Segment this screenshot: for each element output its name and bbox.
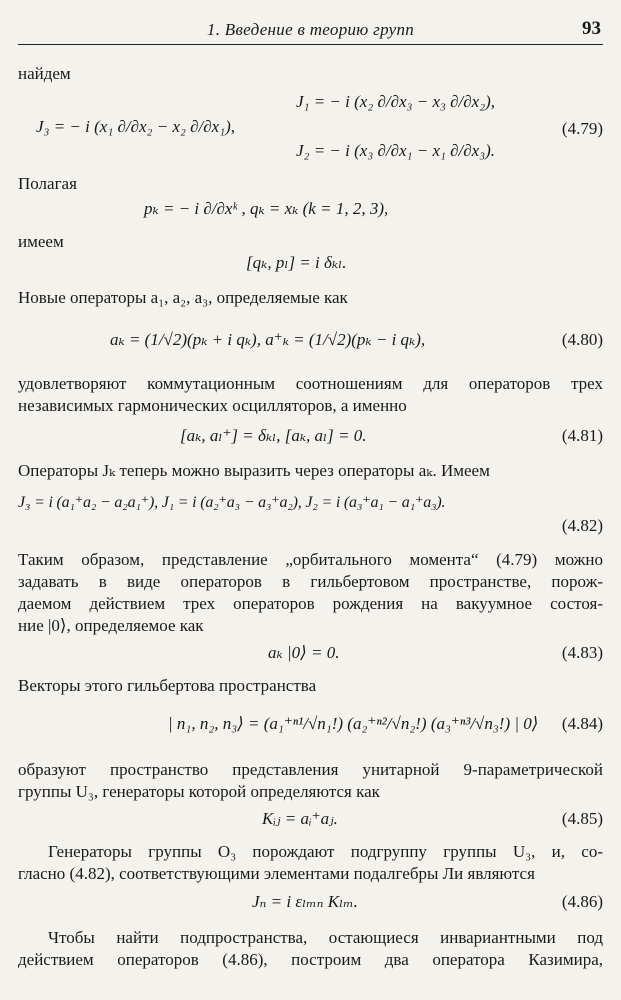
paragraph-polagaya: Полагая <box>18 174 77 193</box>
equation-number-4-85: (4.85) <box>561 809 603 828</box>
paragraph-thus-line1: Таким образом, представление „орбитального момента“ (4.79) можно <box>18 550 603 569</box>
formula-commutators-a: [aₖ, aₗ⁺] = δₖₗ, [aₖ, aₗ] = 0. <box>180 426 367 445</box>
paragraph-generators-line2: гласно (4.82), соответствующими элементами подалгебры Ли являются <box>18 864 535 883</box>
formula-j-via-k: Jₙ = i εₗₘₙ Kₗₘ. <box>252 892 358 911</box>
formula-j-via-a: J₃ = i (a₁⁺a₂ − a₂a₁⁺), J₁ = i (a₂⁺a₃ − a₃⁺a₂), J₂ = i (a₃⁺a₁ − a₁⁺a₃). <box>18 494 446 511</box>
paragraph-form-line1: образуют пространство представления унитарной 9-параметрической <box>18 760 603 779</box>
formula-fock-states: | n₁, n₂, n₃⟩ = (a₁⁺ⁿ¹/√n₁!) (a₂⁺ⁿ²/√n₂!) (a₃⁺ⁿ³/√n₃!) | 0⟩ <box>168 714 539 733</box>
equation-number-4-81: (4.81) <box>561 426 603 445</box>
paragraph-thus-line2: задавать в виде операторов в гильбертовом пространстве, порож- <box>18 572 603 591</box>
paragraph-generators-line1: Генераторы группы O₃ порождают подгруппу группы U₃, и, со- <box>48 842 603 861</box>
running-header <box>18 14 603 45</box>
formula-j3: J₃ = − i (x₁ ∂/∂x₂ − x₂ ∂/∂x₁), <box>36 117 236 136</box>
paragraph-form-line2: группы U₃, генераторы которой определяются как <box>18 782 380 801</box>
equation-number-4-86: (4.86) <box>561 892 603 911</box>
formula-generators-k: Kᵢⱼ = aᵢ⁺aⱼ. <box>262 809 338 828</box>
formula-j1: J₁ = − i (x₂ ∂/∂x₃ − x₃ ∂/∂x₂), <box>296 92 496 111</box>
paragraph-vectors: Векторы этого гильбертова пространства <box>18 676 317 695</box>
formula-j2: J₂ = − i (x₃ ∂/∂x₁ − x₁ ∂/∂x₃). <box>296 141 496 160</box>
paragraph-naydem: найдем <box>18 64 71 83</box>
formula-commutator-qp: [qₖ, pₗ] = i δₖₗ. <box>246 253 347 272</box>
paragraph-casimir-line1: Чтобы найти подпространства, остающиеся инвариантными под <box>48 928 603 947</box>
page-number: 93 <box>582 18 601 39</box>
paragraph-imeem: имеем <box>18 232 64 251</box>
paragraph-casimir-line2: действием операторов (4.86), построим два оператора Казимира, <box>18 950 603 969</box>
paragraph-thus-line3: даемом действием трех операторов рождения на вакуумное состоя- <box>18 594 603 613</box>
formula-pq: pₖ = − i ∂/∂xᵏ , qₖ = xₖ (k = 1, 2, 3), <box>144 199 389 218</box>
paragraph-new-operators: Новые операторы a₁, a₂, a₃, определяемые как <box>18 288 348 307</box>
header-title: 1. Введение в теорию групп <box>206 20 415 39</box>
equation-number-4-83: (4.83) <box>561 643 603 662</box>
formula-a-operators: aₖ = (1/√2)(pₖ + i qₖ), a⁺ₖ = (1/√2)(pₖ − i qₖ), <box>110 330 426 349</box>
formula-vacuum: aₖ |0⟩ = 0. <box>268 643 340 662</box>
equation-number-4-80: (4.80) <box>561 330 603 349</box>
equation-number-4-79: (4.79) <box>561 119 603 138</box>
equation-number-4-82: (4.82) <box>561 516 603 535</box>
paragraph-thus-line4: ние |0⟩, определяемое как <box>18 616 204 635</box>
paragraph-satisfy-line2: независимых гармонических осцилляторов, а именно <box>18 396 407 415</box>
equation-number-4-84: (4.84) <box>561 714 603 733</box>
paragraph-operators-j: Операторы Jₖ теперь можно выразить через операторы aₖ. Имеем <box>18 461 490 480</box>
paragraph-satisfy-line1: удовлетворяют коммутационным соотношениям для операторов трех <box>18 374 603 393</box>
